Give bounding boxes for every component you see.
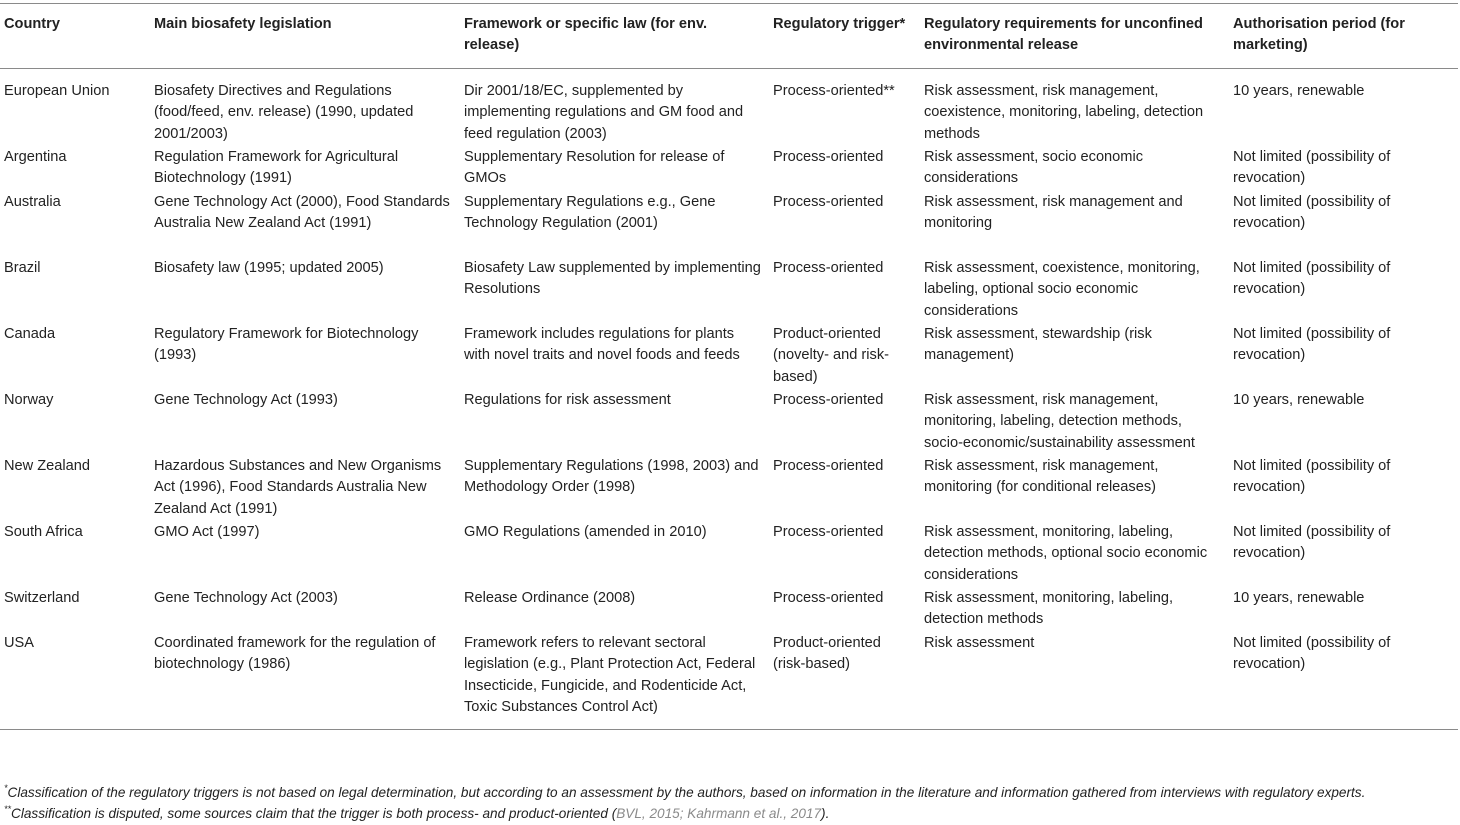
cell-framework: Regulations for risk assessment bbox=[464, 392, 671, 408]
cell-authorisation: Not limited (possibility of revocation) bbox=[1233, 326, 1391, 364]
table-row bbox=[0, 390, 1458, 456]
cell-main-legislation: Gene Technology Act (2003) bbox=[154, 590, 338, 606]
header-requirements: Regulatory requirements for unconfined environmental release bbox=[924, 16, 1203, 53]
footnote-marker: * bbox=[4, 783, 8, 793]
header-regulatory-trigger: Regulatory trigger* bbox=[773, 16, 906, 32]
cell-framework: Supplementary Regulations (1998, 2003) and Methodology Order (1998) bbox=[464, 458, 759, 496]
cell-main-legislation: Gene Technology Act (1993) bbox=[154, 392, 338, 408]
footnote-text: Classification of the regulatory triggers is not based on legal determination, but according to an assessment by the authors, based on information in the literature and information gathered from interviews with regulatory experts. bbox=[7, 785, 1366, 800]
cell-main-legislation: Biosafety law (1995; updated 2005) bbox=[154, 260, 384, 276]
table-body bbox=[0, 69, 1458, 730]
cell-requirements: Risk assessment, monitoring, labeling, detection methods bbox=[924, 590, 1174, 628]
table-row bbox=[0, 258, 1458, 324]
cell-authorisation: 10 years, renewable bbox=[1233, 590, 1365, 606]
cell-requirements: Risk assessment, risk management, monitoring, labeling, detection methods, socio-economic/sustainability assessment bbox=[924, 392, 1195, 451]
cell-authorisation: Not limited (possibility of revocation) bbox=[1233, 635, 1391, 673]
cell-requirements: Risk assessment, coexistence, monitoring, labeling, optional socio economic considerations bbox=[924, 260, 1200, 319]
table-row bbox=[0, 522, 1458, 588]
header-authorisation-period: Authorisation period (for marketing) bbox=[1233, 16, 1405, 53]
cell-requirements: Risk assessment, stewardship (risk management) bbox=[924, 326, 1152, 364]
cell-requirements: Risk assessment, risk management, monitoring (for conditional releases) bbox=[924, 458, 1159, 496]
cell-country: European Union bbox=[4, 83, 110, 99]
cell-trigger: Product-oriented (risk-based) bbox=[773, 635, 881, 673]
cell-country: New Zealand bbox=[4, 458, 90, 474]
cell-authorisation: 10 years, renewable bbox=[1233, 83, 1365, 99]
cell-trigger: Process-oriented bbox=[773, 149, 884, 165]
table-row bbox=[0, 192, 1458, 258]
header-country: Country bbox=[4, 16, 60, 32]
footnote-disputed-classification bbox=[4, 804, 1454, 825]
cell-authorisation: Not limited (possibility of revocation) bbox=[1233, 524, 1391, 562]
cell-framework: Biosafety Law supplemented by implementing Resolutions bbox=[464, 260, 761, 298]
header-framework: Framework or specific law (for env. release) bbox=[464, 16, 708, 53]
cell-trigger: Process-oriented bbox=[773, 524, 884, 540]
cell-trigger: Process-oriented bbox=[773, 392, 884, 408]
cell-country: Norway bbox=[4, 392, 54, 408]
cell-trigger: Process-oriented bbox=[773, 458, 884, 474]
cell-authorisation: Not limited (possibility of revocation) bbox=[1233, 458, 1391, 496]
footnote-trigger-classification bbox=[4, 783, 1454, 804]
cell-country: Brazil bbox=[4, 260, 41, 276]
cell-country: Argentina bbox=[4, 149, 67, 165]
cell-requirements: Risk assessment, risk management, coexistence, monitoring, labeling, detection methods bbox=[924, 83, 1204, 142]
cell-country: Switzerland bbox=[4, 590, 80, 606]
table-row bbox=[0, 147, 1458, 192]
table-row bbox=[0, 456, 1458, 522]
cell-framework: Release Ordinance (2008) bbox=[464, 590, 636, 606]
cell-requirements: Risk assessment bbox=[924, 635, 1035, 651]
cell-authorisation: 10 years, renewable bbox=[1233, 392, 1365, 408]
cell-framework: Dir 2001/18/EC, supplemented by implementing regulations and GM food and feed regulation (2003) bbox=[464, 83, 744, 142]
footnote-marker: ** bbox=[4, 803, 12, 814]
citation-link[interactable]: BVL, 2015; Kahrmann et al., 2017 bbox=[616, 805, 822, 821]
table-header bbox=[0, 4, 1458, 69]
cell-main-legislation: Biosafety Directives and Regulations (food/feed, env. release) (1990, updated 2001/2003) bbox=[154, 83, 414, 142]
cell-main-legislation: Gene Technology Act (2000), Food Standards Australia New Zealand Act (1991) bbox=[154, 194, 450, 232]
header-row bbox=[0, 4, 1458, 69]
cell-framework: Supplementary Regulations e.g., Gene Technology Regulation (2001) bbox=[464, 194, 716, 232]
cell-trigger: Process-oriented bbox=[773, 590, 884, 606]
table-row bbox=[0, 588, 1458, 633]
cell-trigger: Product-oriented (novelty- and risk-based) bbox=[773, 326, 889, 385]
cell-framework: Framework includes regulations for plants with novel traits and novel foods and feeds bbox=[464, 326, 740, 364]
footnote-text-end: ). bbox=[821, 805, 830, 821]
cell-trigger: Process-oriented** bbox=[773, 83, 895, 99]
cell-country: South Africa bbox=[4, 524, 83, 540]
cell-authorisation: Not limited (possibility of revocation) bbox=[1233, 194, 1391, 232]
cell-framework: Framework refers to relevant sectoral legislation (e.g., Plant Protection Act, Federal Insecticide, Fungicide, and Rodenticide Act, Toxic Substances Control Act) bbox=[464, 635, 756, 715]
cell-main-legislation: Hazardous Substances and New Organisms Act (1996), Food Standards Australia New Zealand Act (1991) bbox=[154, 458, 442, 517]
table-row bbox=[0, 633, 1458, 730]
cell-country: USA bbox=[4, 635, 35, 651]
regulation-table bbox=[0, 3, 1458, 730]
footnote-text: Classification is disputed, some sources claim that the trigger is both process- and product-oriented ( bbox=[11, 805, 617, 821]
cell-authorisation: Not limited (possibility of revocation) bbox=[1233, 260, 1391, 298]
cell-country: Australia bbox=[4, 194, 61, 210]
cell-requirements: Risk assessment, risk management and monitoring bbox=[924, 194, 1183, 232]
cell-trigger: Process-oriented bbox=[773, 260, 884, 276]
cell-requirements: Risk assessment, monitoring, labeling, detection methods, optional socio economic considerations bbox=[924, 524, 1208, 583]
header-main-legislation: Main biosafety legislation bbox=[154, 16, 332, 32]
table-footnotes bbox=[4, 783, 1454, 824]
cell-main-legislation: Regulatory Framework for Biotechnology (1993) bbox=[154, 326, 419, 364]
cell-authorisation: Not limited (possibility of revocation) bbox=[1233, 149, 1391, 187]
cell-main-legislation: Coordinated framework for the regulation of biotechnology (1986) bbox=[154, 635, 436, 673]
cell-trigger: Process-oriented bbox=[773, 194, 884, 210]
cell-requirements: Risk assessment, socio economic considerations bbox=[924, 149, 1143, 187]
cell-framework: GMO Regulations (amended in 2010) bbox=[464, 524, 707, 540]
cell-country: Canada bbox=[4, 326, 56, 342]
table-row bbox=[0, 324, 1458, 390]
cell-main-legislation: GMO Act (1997) bbox=[154, 524, 260, 540]
cell-main-legislation: Regulation Framework for Agricultural Biotechnology (1991) bbox=[154, 149, 399, 187]
table-row bbox=[0, 69, 1458, 148]
cell-framework: Supplementary Resolution for release of GMOs bbox=[464, 149, 725, 187]
